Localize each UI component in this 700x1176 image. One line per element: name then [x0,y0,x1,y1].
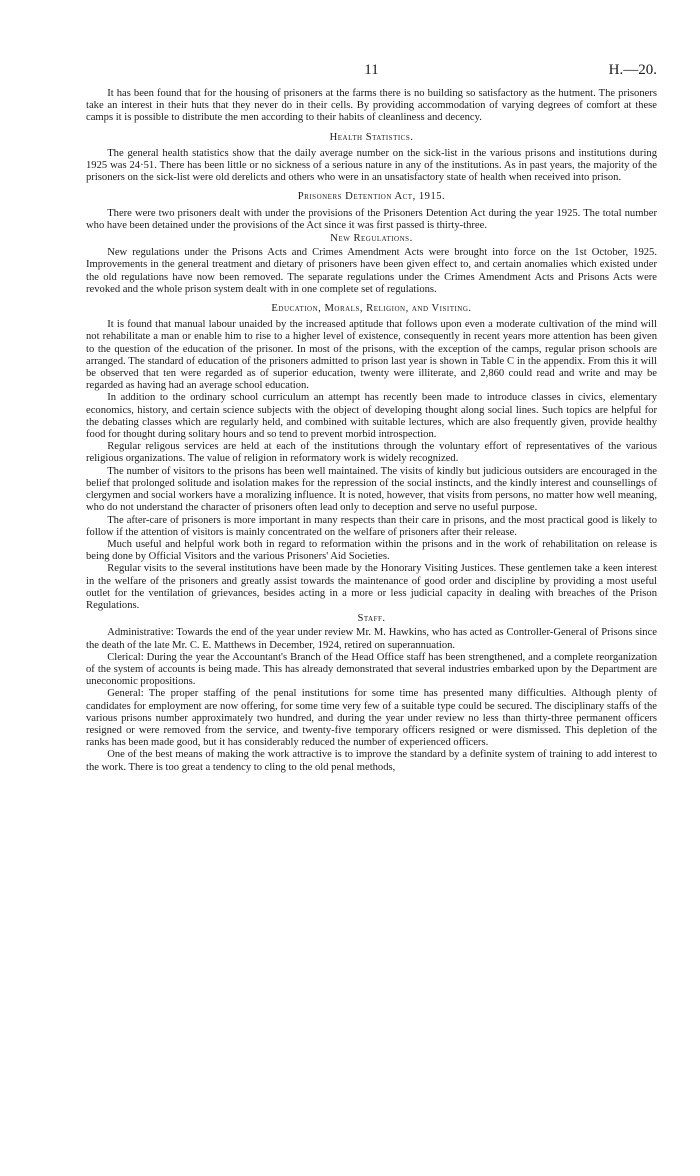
section-heading: Education, Morals, Religion, and Visiting. [271,303,472,315]
paragraph: Clerical: During the year the Accountant's Branch of the Head Office staff has been strengthened, and a complete reorganization of the system of accounts is being made. This has already demonstrated that several industries embarked upon by the Department are uneconomic propositions. [86,651,657,688]
paragraph: Much useful and helpful work both in regard to reformation within the prisons and in the work of rehabilitation on release is being done by Official Visitors and the various Prisoners' Aid Societies. [86,538,657,563]
section-heading: Staff. [357,613,386,625]
section-staff [86,613,657,774]
section-new-regulations [86,233,657,296]
paragraph: General: The proper staffing of the penal institutions for some time has presented many difficulties. Although plenty of candidates for employment are now offering, for some time very few of a suitable type could be secured. The disciplinary staffs of the various prisons number approximately two hundred, and during the year under review no less than thirty-three permanent officers resigned or were removed from the service, and twenty-five temporary officers resigned or were dismissed. This depletion of the ranks has been made good, but it has considerably reduced the number of experienced officers. [86,688,657,749]
paragraph: In addition to the ordinary school curriculum an attempt has recently been made to introduce classes in civics, elementary economics, history, and certain science subjects with the object of developing thought along social lines. Such topics are helpful for the debating classes which are regularly held, and combined with suitable lectures, which are also frequently given, provide healthy food for thought during solitary hours and so tend to prevent morbid introspection. [86,392,657,441]
section-prisoners-detention-act [86,191,657,232]
paragraph: It has been found that for the housing of prisoners at the farms there is no building so satisfactory as the hutment. The prisoners take an interest in their huts that they never do in their cells. By providing accommodation of varying degrees of comfort at these camps it is possible to distribute the men according to their habits of cleanliness and decency. [86,88,657,124]
document-reference: H.—20. [608,62,657,78]
paragraph: New regulations under the Prisons Acts and Crimes Amendment Acts were brought into force on the 1st October, 1925. Improvements in the general treatment and dietary of prisoners have been given effect to, and certain anomalies which existed under the old regulations have now been removed. The separate regulations under the Crimes Amendment Acts and Prisons Acts were revoked and the whole prison system dealt with in one complete set of regulations. [86,247,657,295]
paragraph: There were two prisoners dealt with under the provisions of the Prisoners Detention Act during the year 1925. The total number who have been detained under the provisions of the Act since it was first passed is thirty-three. [86,207,657,231]
page-number: 11 [364,62,379,78]
section-education-morals-religion-visiting [86,303,657,612]
paragraph: One of the best means of making the work attractive is to improve the standard by a definite system of training to add interest to the work. There is too great a tendency to cling to the old penal methods, [86,749,657,773]
section-heading: Health Statistics. [329,131,414,143]
page-header [86,58,657,88]
section-health-statistics [86,132,657,185]
paragraph: It is found that manual labour unaided by the increased aptitude that follows upon even a moderate cultivation of the mind will not rehabilitate a man or enable him to rise to a higher level of existence, consequently in recent years more attention has been given to the question of the education of the prisoner. In most of the prisons, with the exception of the camps, regular prison schools are arranged. The standard of education of the prisoners admitted to prison last year is shown in Table C in the appendix. From this it will be observed that ten were regarded as of superior education, twenty were illiterate, and 2,860 could read and write and may be regarded as having had an average school education. [86,319,657,392]
paragraph: Administrative: Towards the end of the year under review Mr. M. Hawkins, who has acted as Controller-General of Prisons since the death of the late Mr. C. E. Matthews in December, 1924, retired on superannuation. [86,627,657,651]
section-heading: New Regulations. [330,233,413,245]
paragraph: The general health statistics show that the daily average number on the sick-list in the various prisons and institutions during 1925 was 24·51. There has been little or no sickness of a serious nature in any of the institutions. As in past years, the majority of the prisoners on the sick-list were old derelicts and others who were in an unsatisfactory state of health when received into prison. [86,147,657,184]
document-body [86,88,657,774]
paragraph: Regular visits to the several institutions have been made by the Honorary Visiting Justices. These gentlemen take a keen interest in the welfare of the prisoners and greatly assist towards the maintenance of good order and discipline by providing a most useful outlet for the ventilation of grievances, besides acting in a more or less judicial capacity in dealing with breaches of the Prison Regulations. [86,563,657,611]
paragraph: The after-care of prisoners is more important in many respects than their care in prisons, and the most practical good is likely to follow if the attention of visitors is mainly concentrated on the welfare of prisoners after their release. [86,514,657,538]
section-intro [86,88,657,125]
paragraph: The number of visitors to the prisons has been well maintained. The visits of kindly but judicious outsiders are encouraged in the belief that prolonged solitude and isolation makes for the repression of the social instincts, and the kindly interest and counsellings of clergymen and social workers have a moralizing influence. It is noted, however, that visits from persons, no matter how well meaning, who do not understand the character of prisoners often lead only to deception and serve no useful purpose. [86,465,657,514]
paragraph: Regular religous services are held at each of the institutions through the voluntary effort of representatives of the various religious organizations. The value of religion in reformatory work is widely recognized. [86,441,657,465]
section-heading: Prisoners Detention Act, 1915. [297,191,446,203]
